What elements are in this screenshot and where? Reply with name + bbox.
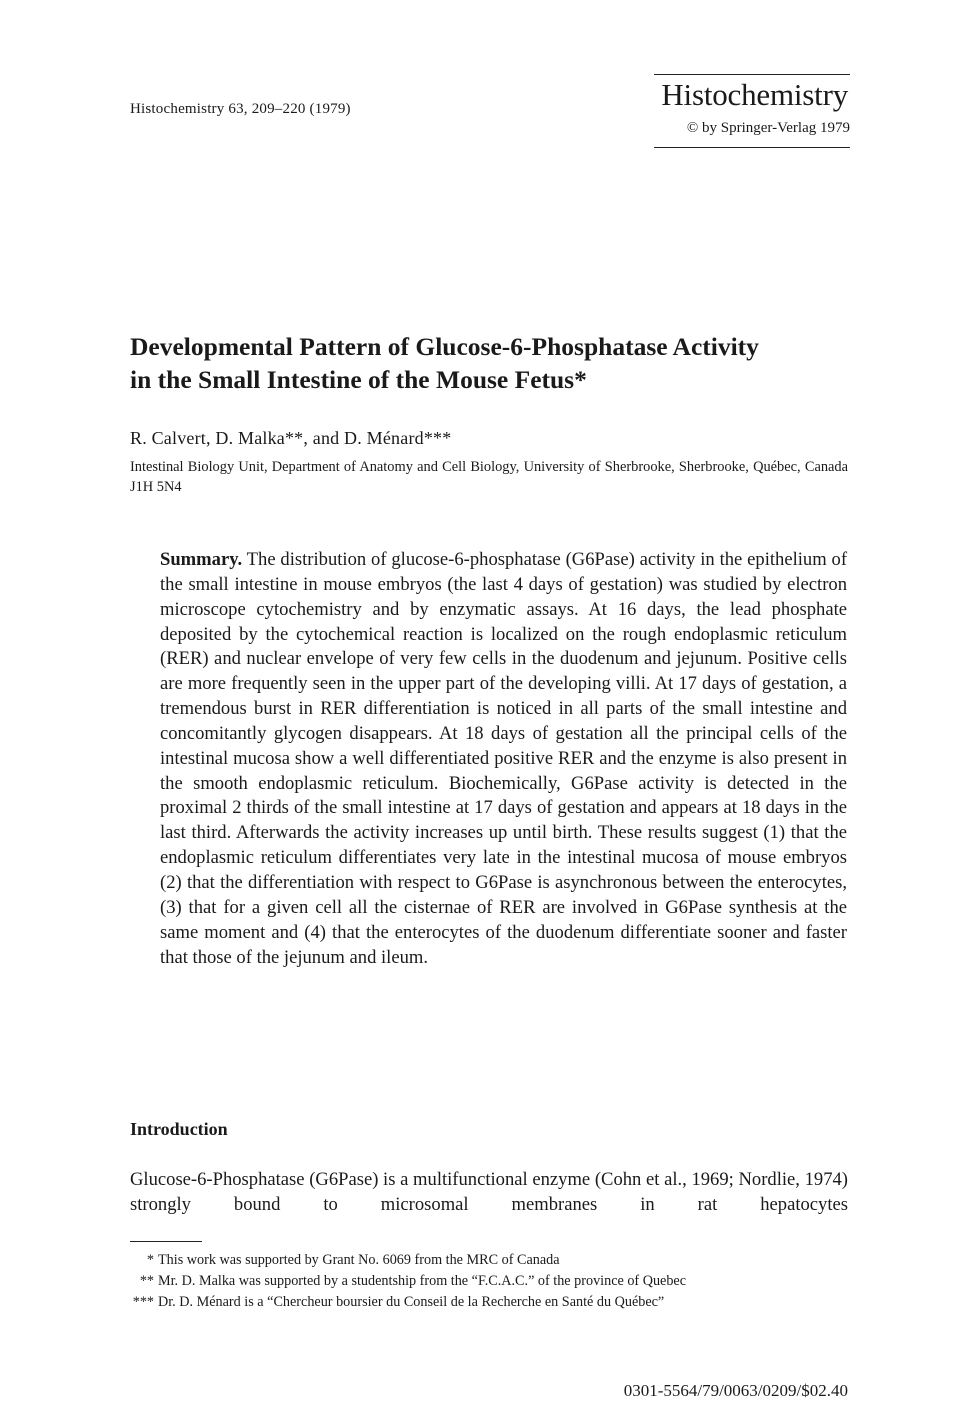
footnote-text: Dr. D. Ménard is a “Chercheur boursier du Conseil de la Recherche en Santé du Québec”: [158, 1294, 665, 1310]
summary-text: The distribution of glucose-6-phosphatase (G6Pase) activity in the epithelium of the small intestine in mouse embryos (the last 4 days of gestation) was studied by electron microscope cytochemistry and by enzymatic assays. At 16 days, the lead phosphate deposited by the cytochemical reaction is localized on the rough endoplasmic reticulum (RER) and nuclear envelope of very few cells in the duodenum and jejunum. Positive cells are more frequently seen in the upper part of the developing villi. At 17 days of gestation, a tremendous burst in RER differentiation is noticed in all parts of the small intestine and concomitantly glycogen disappears. At 18 days of gestation all the principal cells of the intestinal mucosa show a well differentiated positive RER and the enzyme is also present in the smooth endoplasmic reticulum. Biochemically, G6Pase activity is detected in the proximal 2 thirds of the small intestine at 17 days of gestation and appears at 18 days in the last third. Afterwards the activity increases up until birth. These results suggest (1) that the endoplasmic reticulum differentiates very late in the intestinal mucosa of mouse embryos (2) that the differentiation with respect to G6Pase is asynchronous between the enterocytes, (3) that for a given cell all the cisternae of RER are involved in G6Pase synthesis at the same moment and (4) that the enterocytes of the duodenum differentiate sooner and faster that those of the jejunum and ileum.: [160, 549, 848, 968]
article-code: 0301-5564/79/0063/0209/$02.40: [623, 1381, 848, 1400]
journal-citation: Histochemistry 63, 209–220 (1979): [130, 101, 351, 117]
author-list: R. Calvert, D. Malka**, and D. Ménard***: [130, 428, 452, 448]
footnote-text: Mr. D. Malka was supported by a studentship from the “F.C.A.C.” of the province of Quebec: [158, 1273, 687, 1289]
section-heading-introduction: Introduction: [130, 1119, 228, 1139]
footnote-2: [130, 1272, 848, 1292]
footnote-marker: **: [139, 1273, 154, 1289]
footnote-1: [130, 1251, 560, 1271]
masthead-rule: [654, 147, 850, 148]
title-line-2: in the Small Intestine of the Mouse Fetus*: [130, 365, 587, 394]
footnote-marker: ***: [132, 1294, 154, 1310]
journal-masthead: [654, 74, 850, 136]
copyright-line: © by Springer-Verlag 1979: [686, 120, 850, 136]
footnote-rule: [130, 1241, 202, 1242]
journal-name: Histochemistry: [661, 77, 848, 112]
author-affiliation: Intestinal Biology Unit, Department of Anatomy and Cell Biology, University of Sherbrooke, Sherbrooke, Québec, Canada J1H 5N4: [130, 459, 848, 495]
footnote-marker: *: [146, 1252, 154, 1268]
introduction-paragraph: Glucose-6-Phosphatase (G6Pase) is a multifunctional enzyme (Cohn et al., 1969; Nordlie, 1974) strongly bound to microsomal membranes in rat hepatocytes: [130, 1169, 848, 1215]
footnote-text: This work was supported by Grant No. 6069 from the MRC of Canada: [158, 1252, 560, 1268]
article-title: [130, 330, 890, 396]
summary-label: Summary.: [160, 549, 243, 570]
summary-paragraph: [160, 548, 847, 970]
footnote-3: [130, 1293, 848, 1313]
title-line-1: Developmental Pattern of Glucose-6-Phosphatase Activity: [130, 332, 759, 361]
